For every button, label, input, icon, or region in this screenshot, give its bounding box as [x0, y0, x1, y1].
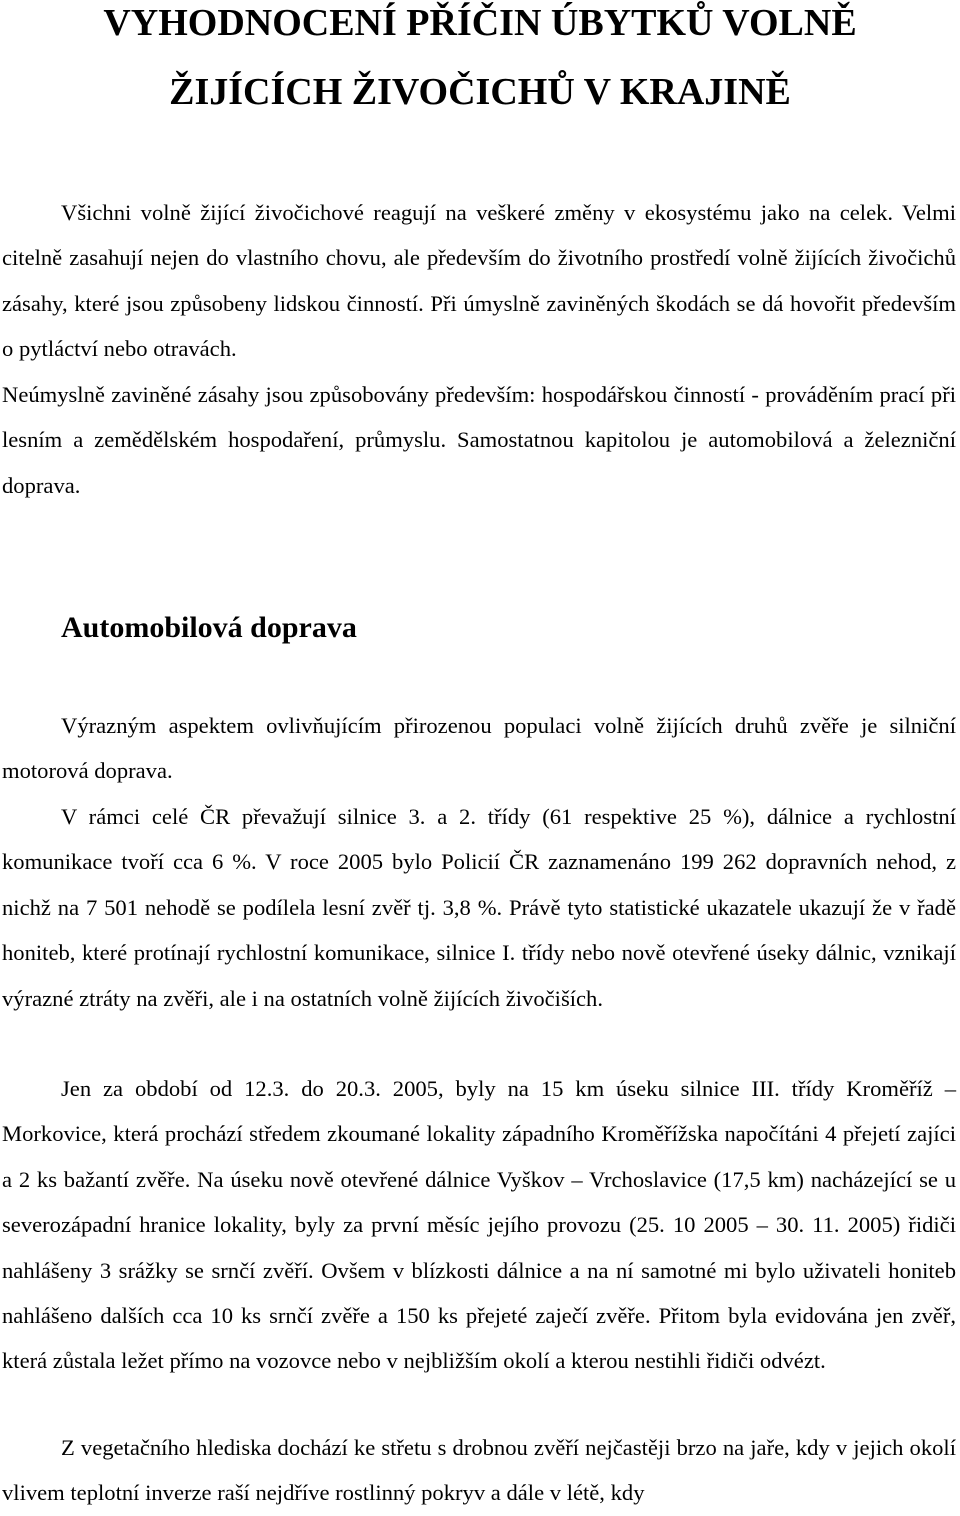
- section-paragraph-2: V rámci celé ČR převažují silnice 3. a 2. třídy (61 respektive 25 %), dálnice a rychlostní komunikace tvoří cca 6 %. V roce 2005 bylo Policií ČR zaznamenáno 199 262 dopravních nehod, z nichž na 7 501 nehodě se podílela lesní zvěř tj. 3,8 %. Právě tyto statistické ukazatele ukazují že v řadě honiteb, které protínají rychlostní komunikace, silnice I. třídy nebo nově otevřené úseky dálnic, vznikají výrazné ztráty na zvěři, ale i na ostatních volně žijících živočiších.: [2, 804, 956, 1011]
- document-title-line-2: ŽIJÍCÍCH ŽIVOČICHŮ V KRAJINĚ: [169, 71, 791, 113]
- section-paragraph-3: Jen za období od 12.3. do 20.3. 2005, byly na 15 km úseku silnice III. třídy Kroměříž – Morkovice, která prochází středem zkoumané lokality západního Kroměřížska napočítáni 4 přejetí zajíci a 2 ks bažantí zvěře. Na úseku nově otevřené dálnice Vyškov – Vrchoslavice (17,5 km) nacházející se u severozápadní hranice lokality, byly za první měsíc jejího provozu (25. 10 2005 – 30. 11. 2005) řidiči nahlášeny 3 srážky se srnčí zvěří. Ovšem v blízkosti dálnice a na ní samotné mi bylo uživateli honiteb nahlášeno dalších cca 10 ks srnčí zvěře a 150 ks přejeté zaječí zvěře. Přitom byla evidována jen zvěř, která zůstala ležet přímo na vozovce nebo v nejbližším okolí a kterou nestihli řidiči odvézt.: [2, 1076, 956, 1374]
- section-paragraph-4: Z vegetačního hlediska dochází ke střetu s drobnou zvěří nejčastěji brzo na jaře, kdy v jejich okolí vlivem teplotní inverze raší nejdříve rostlinný pokryv a dále v létě, kdy: [2, 1435, 956, 1506]
- section-paragraph-1: Výrazným aspektem ovlivňujícím přirozenou populaci volně žijících druhů zvěře je silniční motorová doprava.: [2, 713, 956, 784]
- intro-paragraph-2: Neúmyslně zaviněné zásahy jsou způsobovány především: hospodářskou činností - prováděním prací při lesním a zemědělském hospodaření, průmyslu. Samostatnou kapitolou je automobilová a železniční doprava.: [2, 382, 956, 498]
- intro-paragraph-1: Všichni volně žijící živočichové reagují na veškeré změny v ekosystému jako na celek. Velmi citelně zasahují nejen do vlastního chovu, ale především do životního prostředí volně žijících živočichů zásahy, které jsou způsobeny lidskou činností. Při úmyslně zaviněných škodách se dá hovořit především o pytláctví nebo otravách.: [2, 200, 956, 362]
- section-heading: Automobilová doprava: [61, 611, 357, 644]
- document-title-line-1: VYHODNOCENÍ PŘÍČIN ÚBYTKŮ VOLNĚ: [103, 2, 857, 44]
